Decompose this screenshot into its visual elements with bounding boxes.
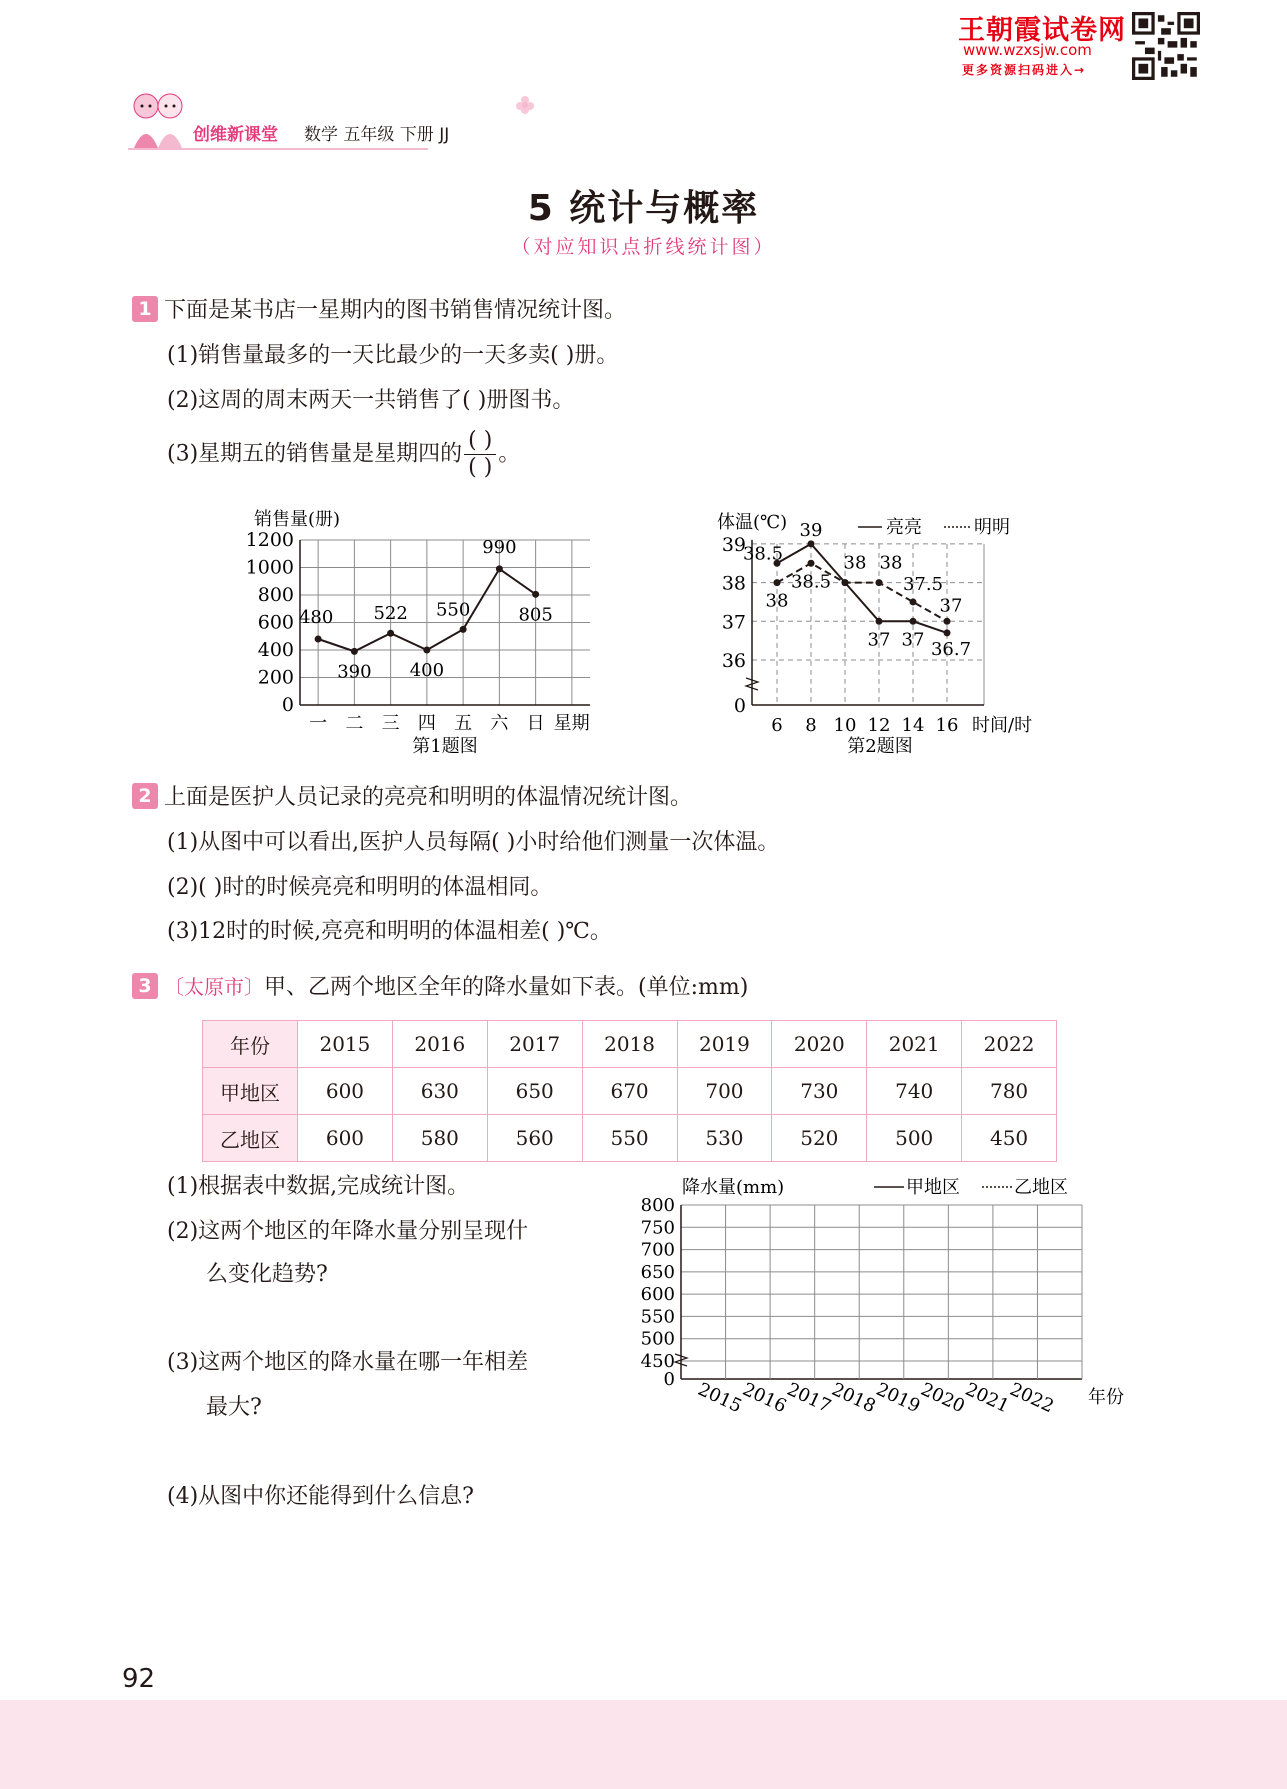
qr-code-icon[interactable] bbox=[1132, 12, 1200, 80]
unit-subtitle: （对应知识点折线统计图） bbox=[511, 236, 776, 258]
y-tick-label: 600 bbox=[257, 611, 294, 634]
q3-part4: (4)从图中你还能得到什么信息? bbox=[167, 1484, 474, 1509]
y-tick-label: 500 bbox=[640, 1328, 675, 1350]
data-label: 400 bbox=[409, 660, 445, 681]
y-tick-label: 650 bbox=[640, 1261, 675, 1283]
data-label: 39 bbox=[799, 519, 823, 541]
data-point bbox=[496, 565, 503, 572]
q3-part2-line2: 么变化趋势? bbox=[206, 1262, 328, 1287]
q3-part2-line1: (2)这两个地区的年降水量分别呈现什 bbox=[167, 1219, 529, 1244]
q2-part3: (3)12时的时候,亮亮和明明的体温相差( )℃。 bbox=[167, 919, 612, 944]
table-cell: 2022 bbox=[962, 1021, 1057, 1068]
table-cell: 550 bbox=[582, 1115, 677, 1162]
q1-stem-line bbox=[132, 296, 626, 326]
data-label: 390 bbox=[337, 661, 372, 683]
q3-part1: (1)根据表中数据,完成统计图。 bbox=[167, 1174, 470, 1199]
q2-part1: (1)从图中可以看出,医护人员每隔( )小时给他们测量一次体温。 bbox=[167, 830, 780, 855]
chart-caption: 第2题图 bbox=[847, 736, 913, 757]
y-tick-label: 0 bbox=[663, 1369, 675, 1390]
data-label: 36.7 bbox=[930, 638, 972, 660]
chart-caption: 第1题图 bbox=[412, 736, 478, 757]
q3-number-badge: 3 bbox=[132, 973, 158, 999]
y-tick-label: 750 bbox=[640, 1217, 675, 1239]
y-tick-label: 1000 bbox=[245, 556, 294, 579]
brand-tip: 更多资源扫码进入→ bbox=[962, 63, 1087, 77]
x-tick-label: 五 bbox=[454, 713, 473, 734]
table-cell: 2018 bbox=[582, 1021, 677, 1068]
table-cell: 780 bbox=[962, 1068, 1057, 1115]
q1-part3 bbox=[167, 428, 520, 481]
data-label: 550 bbox=[435, 599, 471, 621]
y-tick-label: 38 bbox=[721, 572, 746, 595]
q1-number-badge: 1 bbox=[132, 296, 158, 322]
q3-part3-line2: 最大? bbox=[206, 1395, 262, 1420]
flower-icon bbox=[514, 94, 536, 116]
legend-label: 亮亮 bbox=[886, 517, 922, 538]
data-point bbox=[351, 648, 358, 655]
y-tick-label: 0 bbox=[281, 694, 294, 716]
legend-label: 明明 bbox=[974, 517, 1010, 538]
y-tick-label: 1200 bbox=[245, 529, 294, 551]
data-point bbox=[842, 579, 849, 586]
q1-fraction-blank[interactable] bbox=[464, 428, 496, 481]
table-cell: 560 bbox=[487, 1115, 582, 1162]
data-point bbox=[423, 647, 430, 654]
y-tick-label: 450 bbox=[640, 1351, 675, 1372]
q1-stem: 下面是某书店一星期内的图书销售情况统计图。 bbox=[164, 298, 627, 323]
x-tick-label: 日 bbox=[526, 713, 545, 734]
data-point bbox=[944, 618, 951, 625]
series-name: 创维新课堂 bbox=[193, 125, 278, 145]
q3-source-tag: 〔太原市〕 bbox=[164, 975, 264, 999]
q1-part2: (2)这周的周末两天一共销售了( )册图书。 bbox=[167, 388, 575, 413]
book-info: 数学 五年级 下册 JJ bbox=[304, 125, 450, 145]
x-tick-label: 2018 bbox=[828, 1378, 879, 1418]
q2-part2: (2)( )时的时候亮亮和明明的体温相同。 bbox=[167, 875, 553, 900]
data-label: 38.5 bbox=[790, 571, 832, 593]
x-tick-label: 16 bbox=[935, 715, 959, 736]
data-label: 480 bbox=[298, 607, 334, 628]
q3-part3-line1: (3)这两个地区的降水量在哪一年相差 bbox=[167, 1350, 529, 1375]
rainfall-table bbox=[202, 1020, 1057, 1162]
x-tick-label: 2022 bbox=[1006, 1378, 1057, 1418]
x-tick-label: 6 bbox=[771, 715, 783, 736]
table-cell: 450 bbox=[962, 1115, 1057, 1162]
table-cell: 2019 bbox=[677, 1021, 772, 1068]
x-tick-label: 8 bbox=[805, 715, 817, 736]
x-axis-label: 年份 bbox=[1088, 1387, 1124, 1408]
x-tick-label: 2020 bbox=[917, 1378, 968, 1418]
x-tick-label: 2017 bbox=[783, 1378, 835, 1418]
x-axis-label: 时间/时 bbox=[972, 715, 1033, 736]
y-tick-label: 800 bbox=[640, 1195, 675, 1216]
data-point bbox=[387, 630, 394, 637]
data-point bbox=[910, 598, 917, 605]
x-tick-label: 10 bbox=[833, 715, 857, 736]
table-cell: 650 bbox=[487, 1068, 582, 1115]
temperature-line-chart bbox=[700, 500, 1060, 760]
table-cell: 2016 bbox=[392, 1021, 487, 1068]
data-label: 37.5 bbox=[902, 573, 944, 595]
data-point bbox=[808, 560, 815, 567]
y-tick-label: 39 bbox=[721, 533, 746, 556]
table-cell: 600 bbox=[298, 1115, 393, 1162]
q1-part3-suffix: 。 bbox=[498, 441, 521, 467]
q2-number-badge: 2 bbox=[132, 783, 158, 809]
y-tick-label: 550 bbox=[640, 1306, 675, 1328]
y-tick-label: 36 bbox=[721, 650, 746, 672]
sales-line-chart bbox=[240, 500, 620, 760]
q2-stem: 上面是医护人员记录的亮亮和明明的体温情况统计图。 bbox=[164, 785, 693, 810]
data-label: 522 bbox=[373, 603, 408, 625]
table-row bbox=[203, 1115, 1057, 1162]
table-cell: 2020 bbox=[772, 1021, 867, 1068]
y-tick-label: 200 bbox=[257, 666, 294, 689]
y-axis-label: 降水量(mm) bbox=[682, 1177, 785, 1198]
x-tick-label: 一 bbox=[309, 713, 328, 734]
y-axis-label: 销售量(册) bbox=[254, 509, 341, 530]
page-number: 92 bbox=[122, 1664, 156, 1694]
q3-stem: 甲、乙两个地区全年的降水量如下表。(单位:mm) bbox=[264, 975, 749, 1000]
data-point bbox=[876, 579, 883, 586]
data-point bbox=[944, 629, 951, 636]
y-axis-label: 体温(℃) bbox=[717, 512, 788, 533]
data-point bbox=[910, 618, 917, 625]
q1-part1: (1)销售量最多的一天比最少的一天多卖( )册。 bbox=[167, 343, 619, 368]
axis-break-icon bbox=[675, 1354, 687, 1366]
table-header-cell: 甲地区 bbox=[203, 1068, 298, 1115]
data-label: 38 bbox=[879, 552, 903, 574]
table-cell: 520 bbox=[772, 1115, 867, 1162]
table-cell: 500 bbox=[867, 1115, 962, 1162]
x-tick-label: 2015 bbox=[694, 1378, 746, 1418]
table-cell: 700 bbox=[677, 1068, 772, 1115]
data-label: 37 bbox=[939, 595, 963, 617]
table-cell: 2017 bbox=[487, 1021, 582, 1068]
y-tick-label: 400 bbox=[257, 639, 294, 661]
brand-title: 王朝霞试卷网 bbox=[958, 15, 1126, 46]
data-label: 38 bbox=[843, 552, 867, 574]
rainfall-blank-chart[interactable] bbox=[630, 1168, 1130, 1430]
data-point bbox=[532, 591, 539, 598]
axis-break-icon bbox=[746, 678, 758, 690]
table-row bbox=[203, 1021, 1057, 1068]
data-label: 37 bbox=[901, 629, 925, 651]
table-cell: 740 bbox=[867, 1068, 962, 1115]
y-tick-label: 700 bbox=[640, 1239, 675, 1261]
footer-band bbox=[0, 1700, 1287, 1789]
table-cell: 580 bbox=[392, 1115, 487, 1162]
data-label: 805 bbox=[518, 604, 553, 626]
x-axis-label: 星期 bbox=[553, 713, 590, 734]
x-tick-label: 12 bbox=[867, 715, 891, 736]
q2-stem-line bbox=[132, 783, 692, 813]
y-tick-label: 600 bbox=[640, 1284, 675, 1306]
q1-part3-prefix: (3)星期五的销售量是星期四的 bbox=[167, 441, 463, 467]
legend-label: 甲地区 bbox=[906, 1177, 960, 1198]
x-tick-label: 二 bbox=[345, 713, 364, 734]
fraction-numerator: ( ) bbox=[464, 428, 496, 455]
data-label: 38 bbox=[765, 590, 789, 612]
cartoon-kids-logo bbox=[126, 88, 192, 150]
x-tick-label: 14 bbox=[901, 715, 925, 736]
table-header-cell: 乙地区 bbox=[203, 1115, 298, 1162]
brand-url[interactable]: www.wzxsjw.com bbox=[963, 41, 1092, 59]
table-cell: 600 bbox=[298, 1068, 393, 1115]
table-cell: 670 bbox=[582, 1068, 677, 1115]
data-point bbox=[808, 540, 815, 547]
q3-stem-line bbox=[132, 972, 748, 1003]
x-tick-label: 2021 bbox=[962, 1378, 1013, 1418]
data-point bbox=[460, 626, 467, 633]
x-tick-label: 六 bbox=[490, 713, 509, 734]
table-cell: 630 bbox=[392, 1068, 487, 1115]
data-point bbox=[315, 636, 322, 643]
data-point bbox=[774, 579, 781, 586]
table-header-cell: 年份 bbox=[203, 1021, 298, 1068]
x-tick-label: 四 bbox=[417, 713, 436, 734]
table-cell: 730 bbox=[772, 1068, 867, 1115]
y-tick-label: 0 bbox=[733, 695, 746, 717]
data-label: 990 bbox=[482, 536, 517, 558]
y-tick-label: 37 bbox=[721, 611, 746, 634]
x-tick-label: 2019 bbox=[872, 1378, 924, 1418]
table-cell: 2015 bbox=[298, 1021, 393, 1068]
y-tick-label: 800 bbox=[257, 584, 294, 606]
header-divider bbox=[128, 148, 428, 150]
data-label: 37 bbox=[867, 629, 891, 651]
x-tick-label: 2016 bbox=[739, 1378, 790, 1418]
unit-title: 5 统计与概率 bbox=[527, 188, 760, 229]
table-cell: 2021 bbox=[867, 1021, 962, 1068]
data-point bbox=[876, 618, 883, 625]
table-row bbox=[203, 1068, 1057, 1115]
data-label: 38.5 bbox=[742, 543, 784, 565]
x-tick-label: 三 bbox=[381, 713, 400, 734]
fraction-denominator: ( ) bbox=[468, 455, 493, 480]
table-cell: 530 bbox=[677, 1115, 772, 1162]
legend-label: 乙地区 bbox=[1014, 1177, 1068, 1198]
